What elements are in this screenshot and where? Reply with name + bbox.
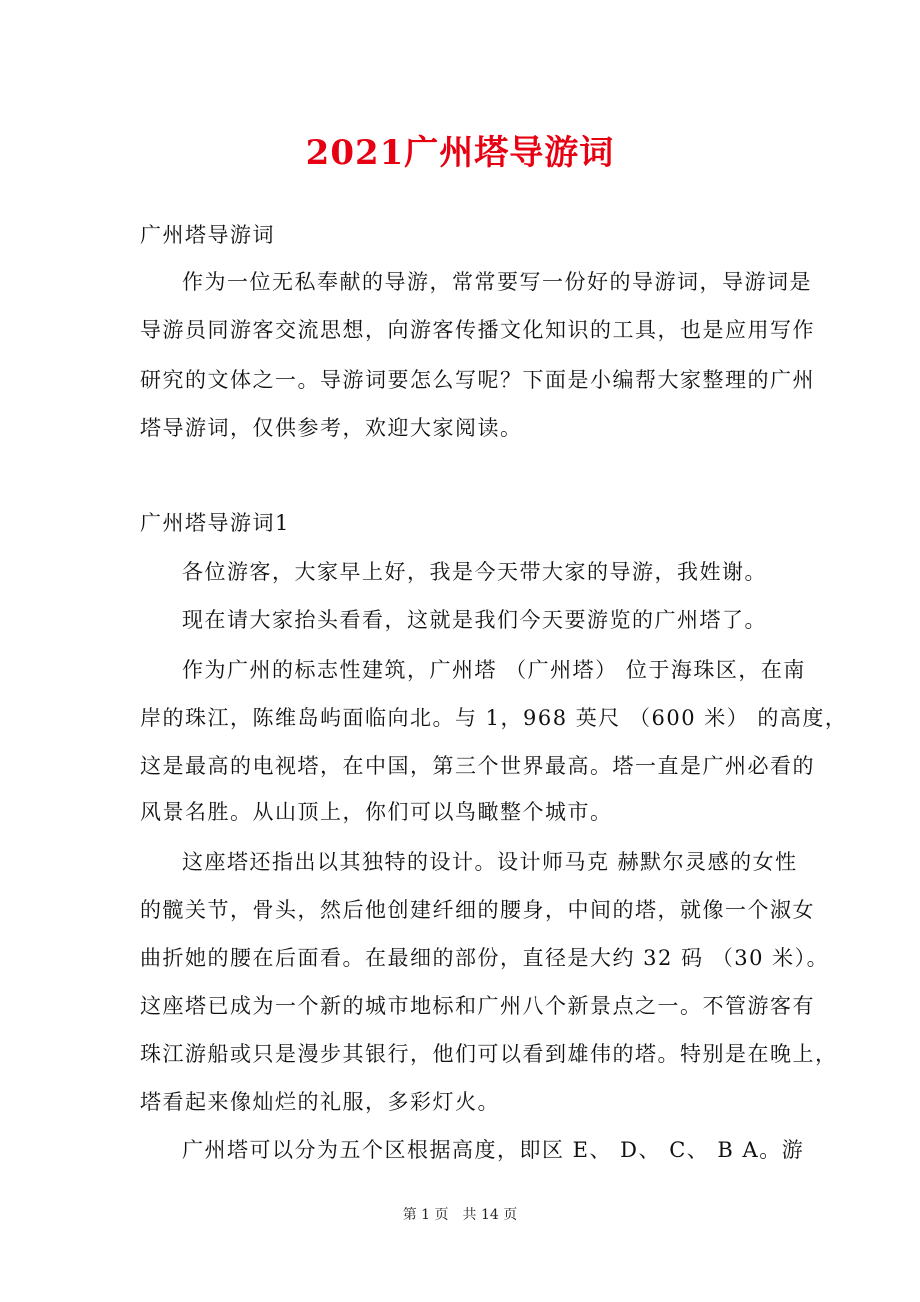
intro-line: 研究的文体之一。导游词要怎么写呢？下面是小编帮大家整理的广州 xyxy=(140,368,815,392)
intro-line: 塔导游词，仅供参考，欢迎大家阅读。 xyxy=(140,416,523,440)
paragraph-4-line: 这座塔还指出以其独特的设计。设计师马克 赫默尔灵感的女性 xyxy=(182,850,798,874)
intro-line: 导游员同游客交流思想，向游客传播文化知识的工具，也是应用写作 xyxy=(140,318,815,342)
paragraph-3-line: 这是最高的电视塔，在中国，第三个世界最高。塔一直是广州必看的 xyxy=(140,754,815,778)
page-footer xyxy=(0,1205,920,1225)
paragraph-4-line: 珠江游船或只是漫步其银行，他们可以看到雄伟的塔。特别是在晚上， xyxy=(140,1042,838,1066)
page-total: 共 14 页 xyxy=(462,1207,518,1223)
paragraph-3-line: 风景名胜。从山顶上，你们可以鸟瞰整个城市。 xyxy=(140,800,613,824)
paragraph-4-line: 的髋关节，骨头，然后他创建纤细的腰身，中间的塔，就像一个淑女 xyxy=(140,898,815,922)
paragraph-3-line: 作为广州的标志性建筑，广州塔 （广州塔） 位于海珠区，在南 xyxy=(182,658,806,682)
intro-line: 作为一位无私奉献的导游，常常要写一份好的导游词，导游词是 xyxy=(182,270,812,294)
paragraph-4-line: 塔看起来像灿烂的礼服，多彩灯火。 xyxy=(140,1090,500,1114)
paragraph-3-line: 岸的珠江，陈维岛屿面临向北。与 1，968 英尺 （600 米） 的高度， xyxy=(140,706,848,730)
page-number: 第 1 页 xyxy=(402,1207,449,1223)
paragraph-2: 现在请大家抬头看看，这就是我们今天要游览的广州塔了。 xyxy=(182,608,767,632)
paragraph-4-line: 曲折她的腰在后面看。在最细的部份，直径是大约 32 码 （30 米）。 xyxy=(140,946,830,970)
paragraph-5-line: 广州塔可以分为五个区根据高度，即区 E、 D、 C、 B A。游 xyxy=(182,1138,805,1162)
subtitle: 广州塔导游词 xyxy=(140,223,275,247)
paragraph-4-line: 这座塔已成为一个新的城市地标和广州八个新景点之一。不管游客有 xyxy=(140,994,815,1018)
paragraph-1: 各位游客，大家早上好，我是今天带大家的导游，我姓谢。 xyxy=(182,560,767,584)
section-heading: 广州塔导游词1 xyxy=(140,511,290,535)
document-title: 2021广州塔导游词 xyxy=(305,133,615,173)
